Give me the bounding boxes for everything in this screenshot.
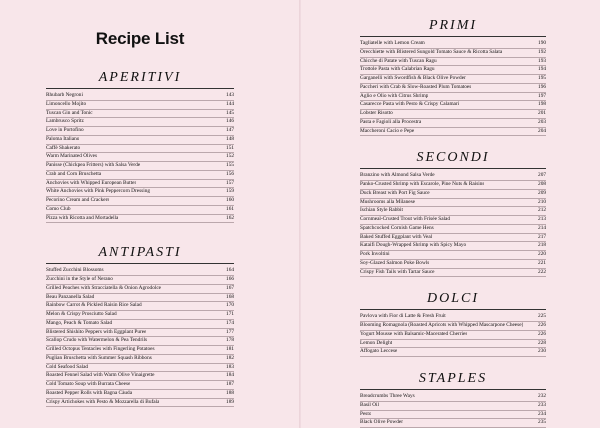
recipe-name: Trottole Pasta with Calabrian Ragu: [360, 66, 435, 73]
recipe-page-number: 174: [226, 319, 234, 326]
recipe-page-number: 167: [226, 284, 234, 291]
recipe-page-number: 171: [226, 311, 234, 317]
recipe-name: Warm Marinated Olives: [46, 153, 98, 160]
recipe-page-number: 217: [538, 233, 546, 240]
recipe-page-number: 195: [538, 75, 546, 81]
recipe-name: Zucchini in the Style of Nerano: [46, 276, 113, 282]
recipe-list: [360, 172, 546, 277]
recipe-entry[interactable]: [360, 331, 546, 340]
recipe-page-number: 194: [538, 66, 546, 73]
recipe-entry[interactable]: [360, 322, 546, 331]
recipe-name: Limoncello Mojito: [46, 100, 87, 107]
recipe-entry[interactable]: [360, 181, 546, 190]
recipe-name: Soy-Glazed Salmon Poke Bowls: [360, 259, 430, 266]
recipe-name: Garganelli with Swordfish & Black Olive Powder: [360, 75, 466, 81]
recipe-page-number: 208: [538, 181, 546, 187]
recipe-page-number: 228: [538, 339, 546, 346]
recipe-entry[interactable]: [46, 311, 234, 320]
recipe-page-number: 164: [226, 267, 234, 274]
recipe-entry[interactable]: [360, 242, 546, 251]
page-title: Recipe List: [95, 29, 185, 48]
recipe-entry[interactable]: [360, 348, 546, 357]
recipe-name: Crab and Corn Bruschetta: [46, 170, 102, 177]
recipe-name: Pesto: [360, 410, 372, 417]
right-page: [300, 0, 600, 428]
recipe-entry[interactable]: [46, 136, 234, 145]
recipe-page-number: 181: [226, 346, 234, 352]
recipe-list: [360, 313, 546, 357]
recipe-page-number: 232: [538, 393, 546, 399]
recipe-page-number: 189: [226, 398, 234, 405]
right-sections: [360, 16, 546, 428]
recipe-page-number: 197: [538, 92, 546, 99]
recipe-entry[interactable]: [360, 58, 546, 67]
section-rule: [46, 88, 234, 89]
recipe-page-number: 168: [226, 293, 234, 300]
recipe-name: Roasted Fennel Salad with Warm Olive Vinaigrette: [46, 372, 155, 379]
recipe-entry[interactable]: [46, 118, 234, 127]
recipe-name: Maccheroni Cacio e Pepe: [360, 127, 415, 134]
recipe-name: Breadcrumbs Three Ways: [360, 393, 415, 399]
recipe-page-number: 152: [226, 153, 234, 160]
recipe-page-number: 147: [226, 127, 234, 133]
recipe-entry[interactable]: [360, 190, 546, 199]
recipe-name: Orecchiette with Blistered Sungold Tomato Sauce & Ricotta Salata: [360, 48, 503, 55]
recipe-name: Black Olive Powder: [360, 419, 403, 426]
recipe-name: Anchovies with Whipped European Butter: [46, 179, 137, 186]
recipe-name: Ischian Style Rabbit: [360, 207, 403, 214]
recipe-page-number: 157: [226, 179, 234, 186]
recipe-list: [46, 267, 234, 407]
recipe-entry[interactable]: [46, 372, 234, 381]
recipe-entry[interactable]: [360, 101, 546, 110]
left-sections: [46, 68, 234, 407]
recipe-name: Yogurt Mousse with Balsamic-Macerated Cherries: [360, 330, 468, 337]
recipe-name: White Anchovies with Pink Peppercorn Dressing: [46, 188, 151, 195]
recipe-name: Casarecce Pasta with Pesto & Crispy Calamari: [360, 101, 460, 108]
recipe-name: Baked Stuffed Eggplant with Veal: [360, 233, 433, 240]
recipe-page-number: 210: [538, 198, 546, 205]
recipe-page-number: 201: [538, 110, 546, 116]
recipe-entry[interactable]: [46, 127, 234, 136]
recipe-page-number: 159: [226, 188, 234, 195]
recipe-entry[interactable]: [360, 110, 546, 119]
recipe-page-number: 188: [226, 389, 234, 396]
recipe-name: Crispy Fish Tails with Tartar Sauce: [360, 268, 435, 275]
section-rule: [360, 309, 546, 310]
recipe-name: Caffè Shakerato: [46, 144, 81, 151]
recipe-name: Duck Breast with Port Fig Sauce: [360, 189, 430, 196]
recipe-name: Como Club: [46, 205, 71, 212]
recipe-page-number: 209: [538, 189, 546, 196]
recipe-name: Roasted Pepper Rolls with Bagna Càuda: [46, 389, 133, 396]
recipe-name: Melon & Crispy Prosciutto Salad: [46, 311, 117, 317]
recipe-page-number: 151: [226, 144, 234, 151]
recipe-entry[interactable]: [46, 101, 234, 110]
recipe-name: Aglio e Olio with Citrus Shrimp: [360, 92, 429, 99]
recipe-entry[interactable]: [46, 162, 234, 171]
recipe-name: Basil Oil: [360, 401, 379, 408]
recipe-name: Grilled Octopus Tentacles with Fingerling Potatoes: [46, 346, 155, 352]
section-rule: [360, 36, 546, 37]
section-rule: [46, 263, 234, 264]
recipe-page-number: 192: [538, 48, 546, 55]
recipe-list: [46, 92, 234, 223]
recipe-entry[interactable]: [46, 285, 234, 294]
recipe-page-number: 230: [538, 348, 546, 355]
recipe-entry[interactable]: [46, 364, 234, 373]
recipe-entry[interactable]: [46, 153, 234, 162]
recipe-name: Blooming Romagnola (Roasted Apricots with Whipped Mascarpone Cheese): [360, 322, 524, 328]
recipe-entry[interactable]: [360, 172, 546, 181]
recipe-entry[interactable]: [360, 225, 546, 234]
recipe-page-number: 218: [538, 242, 546, 249]
recipe-entry[interactable]: [46, 206, 234, 215]
recipe-entry[interactable]: [360, 269, 546, 278]
recipe-page-number: 155: [226, 162, 234, 168]
recipe-page-number: 182: [226, 354, 234, 361]
recipe-entry[interactable]: [360, 93, 546, 102]
recipe-entry[interactable]: [46, 337, 234, 346]
recipe-name: Mushrooms alla Milanese: [360, 198, 416, 205]
recipe-page-number: 161: [226, 205, 234, 212]
recipe-entry[interactable]: [46, 215, 234, 224]
recipe-entry[interactable]: [360, 66, 546, 75]
recipe-name: Spatchcocked Cornish Game Hens: [360, 224, 434, 231]
recipe-name: Scallop Crudo with Watermelon & Pea Tendrils: [46, 337, 148, 344]
recipe-entry[interactable]: [360, 402, 546, 411]
recipe-name: Lemon Delight: [360, 339, 393, 346]
recipe-page-number: 145: [226, 109, 234, 116]
recipe-entry[interactable]: [360, 128, 546, 137]
recipe-entry[interactable]: [46, 302, 234, 311]
recipe-entry[interactable]: [360, 119, 546, 128]
recipe-page-number: 221: [538, 259, 546, 266]
recipe-name: Chicche di Patate with Tuscan Ragu: [360, 57, 437, 64]
recipe-page-number: 233: [538, 401, 546, 408]
recipe-page-number: 207: [538, 172, 546, 179]
recipe-entry[interactable]: [360, 199, 546, 208]
recipe-name: Stuffed Zucchini Blossoms: [46, 267, 104, 274]
section-heading: ANTIPASTI: [98, 245, 182, 261]
recipe-name: Panko-Crusted Shrimp with Escarole, Pine Nuts & Raisins: [360, 181, 485, 187]
recipe-name: Mango, Peach & Tomato Salad: [46, 319, 113, 326]
recipe-entry[interactable]: [360, 75, 546, 84]
recipe-name: Blistered Shishito Peppers with Eggplant Puree: [46, 328, 147, 335]
recipe-entry[interactable]: [46, 294, 234, 303]
recipe-entry[interactable]: [360, 49, 546, 58]
recipe-entry[interactable]: [46, 145, 234, 154]
recipe-entry[interactable]: [360, 216, 546, 225]
section-aperitivi: [46, 68, 234, 223]
recipe-page-number: 190: [538, 40, 546, 46]
recipe-name: Crispy Artichokes with Pesto & Mozzarella di Bufala: [46, 398, 160, 405]
recipe-page-number: 160: [226, 197, 234, 203]
recipe-page-number: 156: [226, 170, 234, 177]
recipe-entry[interactable]: [360, 340, 546, 349]
recipe-name: Panisse (Chickpea Fritters) with Salsa Verde: [46, 162, 141, 168]
recipe-page-number: 212: [538, 207, 546, 214]
recipe-name: Cold Seafood Salad: [46, 363, 89, 370]
recipe-entry[interactable]: [46, 390, 234, 399]
recipe-page-number: 198: [538, 101, 546, 108]
section-rule: [360, 389, 546, 390]
recipe-name: Paccheri with Crab & Slow-Roasted Plum Tomatoes: [360, 83, 472, 90]
recipe-name: Pavlova with Fior di Latte & Fresh Fruit: [360, 313, 446, 320]
section-heading: APERITIVI: [98, 70, 182, 85]
recipe-entry[interactable]: [46, 329, 234, 338]
recipe-name: Tuscan Gin and Tonic: [46, 109, 93, 116]
section-primi: [360, 16, 546, 136]
recipe-entry[interactable]: [46, 381, 234, 390]
recipe-name: Beau Panzanella Salad: [46, 293, 95, 300]
recipe-entry[interactable]: [360, 313, 546, 322]
recipe-page-number: 196: [538, 83, 546, 90]
recipe-page-number: 144: [226, 100, 234, 107]
recipe-entry[interactable]: [46, 180, 234, 189]
recipe-entry[interactable]: [46, 171, 234, 180]
recipe-entry[interactable]: [46, 92, 234, 101]
recipe-name: Pasta e Fagioli alla Procestra: [360, 118, 422, 125]
recipe-entry[interactable]: [46, 110, 234, 119]
recipe-page-number: 148: [226, 135, 234, 142]
section-staples: [360, 369, 546, 428]
recipe-page-number: 204: [538, 127, 546, 134]
recipe-list: [360, 40, 546, 136]
recipe-name: Love in Portofino: [46, 127, 84, 133]
section-antipasti: [46, 243, 234, 407]
recipe-entry[interactable]: [46, 320, 234, 329]
section-dolci: [360, 289, 546, 357]
recipe-entry[interactable]: [46, 346, 234, 355]
section-secondi: [360, 148, 546, 277]
recipe-page-number: 234: [538, 410, 546, 417]
recipe-page-number: 184: [226, 372, 234, 379]
recipe-entry[interactable]: [360, 251, 546, 260]
section-heading: SECONDI: [416, 150, 490, 166]
recipe-name: Pork Involtini: [360, 251, 390, 257]
recipe-page-number: 178: [226, 337, 234, 344]
recipe-entry[interactable]: [46, 355, 234, 364]
recipe-page-number: 166: [226, 276, 234, 282]
recipe-page-number: 225: [538, 313, 546, 320]
recipe-page-number: 193: [538, 57, 546, 64]
recipe-entry[interactable]: [360, 234, 546, 243]
recipe-entry[interactable]: [360, 393, 546, 402]
recipe-entry[interactable]: [360, 260, 546, 269]
section-heading: PRIMI: [428, 18, 478, 33]
recipe-page-number: 226: [538, 330, 546, 337]
recipe-name: Lobster Risotto: [360, 110, 393, 116]
recipe-name: Rhubarb Negroni: [46, 92, 83, 98]
recipe-page-number: 235: [538, 419, 546, 426]
recipe-page-number: 220: [538, 251, 546, 257]
recipe-name: Cold Tomato Soup with Burrata Cheese: [46, 381, 131, 387]
recipe-entry[interactable]: [46, 267, 234, 276]
recipe-name: Paloma Italiano: [46, 135, 80, 142]
recipe-page-number: 146: [226, 118, 234, 125]
recipe-entry[interactable]: [360, 207, 546, 216]
section-heading: STAPLES: [418, 371, 488, 386]
recipe-entry[interactable]: [360, 411, 546, 420]
section-rule: [360, 168, 546, 169]
recipe-name: Kataifi Dough-Wrapped Shrimp with Spicy Mayo: [360, 242, 467, 249]
recipe-name: Grilled Peaches with Stracciatella & Onion Agrodolce: [46, 284, 162, 291]
recipe-name: Lambrusco Spritz: [46, 118, 84, 125]
recipe-entry[interactable]: [360, 419, 546, 428]
recipe-entry[interactable]: [46, 197, 234, 206]
recipe-entry[interactable]: [360, 84, 546, 93]
recipe-name: Affogato Leccese: [360, 348, 398, 355]
recipe-page-number: 203: [538, 118, 546, 125]
recipe-name: Pizza with Ricotta and Mortadella: [46, 214, 119, 221]
recipe-page-number: 226: [538, 322, 546, 328]
recipe-list: [360, 393, 546, 428]
recipe-page-number: 162: [226, 214, 234, 221]
recipe-page-number: 222: [538, 268, 546, 275]
recipe-page-number: 214: [538, 224, 546, 231]
recipe-page-number: 170: [226, 302, 234, 309]
section-heading: DOLCI: [426, 291, 479, 307]
recipe-page-number: 183: [226, 363, 234, 370]
recipe-page-number: 143: [226, 92, 234, 98]
recipe-entry[interactable]: [46, 188, 234, 197]
recipe-name: Cornmeal-Crusted Trout with Frisée Salad: [360, 216, 451, 222]
recipe-name: Puglian Bruschetta with Summer Squash Ribbons: [46, 354, 152, 361]
recipe-name: Tagliatelle with Lemon Cream: [360, 40, 425, 46]
recipe-page-number: 177: [226, 328, 234, 335]
recipe-entry[interactable]: [360, 40, 546, 49]
recipe-page-number: 187: [226, 381, 234, 387]
recipe-name: Rainbow Carrot & Pickled Raisin Rice Salad: [46, 302, 142, 309]
recipe-entry[interactable]: [46, 276, 234, 285]
recipe-page-number: 213: [538, 216, 546, 222]
recipe-name: Branzino with Almond Salsa Verde: [360, 172, 435, 179]
recipe-entry[interactable]: [46, 399, 234, 408]
recipe-name: Pecorino Cream and Crackers: [46, 197, 110, 203]
